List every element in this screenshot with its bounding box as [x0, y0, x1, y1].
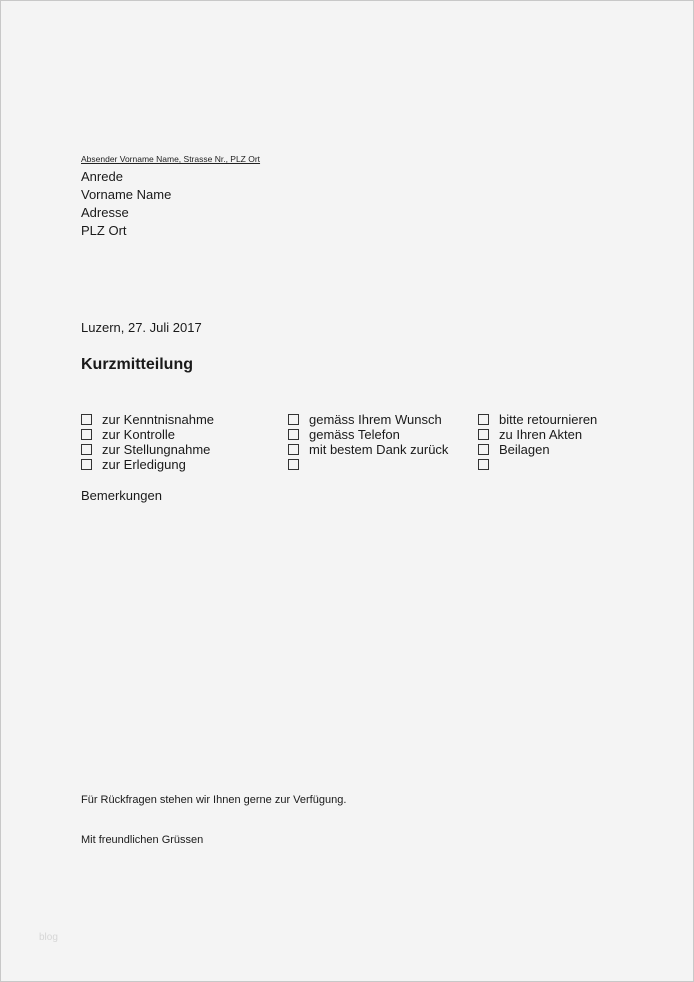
checkbox-box[interactable]: [81, 414, 92, 425]
checkbox-box[interactable]: [478, 444, 489, 455]
checkbox-ihrem-wunsch[interactable]: [288, 412, 442, 427]
checkbox-label: Beilagen: [499, 442, 550, 457]
checkbox-label: bitte retournieren: [499, 412, 598, 427]
recipient-salutation: Anrede: [81, 169, 123, 184]
watermark-text: blog: [39, 932, 58, 943]
greeting: Mit freundlichen Grüssen: [81, 834, 204, 846]
checkbox-label: zur Stellungnahme: [102, 442, 211, 457]
checkbox-box[interactable]: [288, 429, 299, 440]
document-title: Kurzmitteilung: [81, 356, 193, 373]
checkbox-label: mit bestem Dank zurück: [309, 442, 449, 457]
checkbox-box[interactable]: [288, 444, 299, 455]
checkbox-stellungnahme[interactable]: [81, 442, 210, 457]
checkbox-box[interactable]: [478, 429, 489, 440]
sender-line: Absender Vorname Name, Strasse Nr., PLZ Ort: [81, 154, 261, 164]
checkbox-label: zur Kontrolle: [102, 427, 175, 442]
checkbox-label: zur Kenntnisnahme: [102, 412, 215, 427]
checkbox-box[interactable]: [81, 459, 92, 470]
checkbox-label: gemäss Telefon: [309, 427, 400, 442]
checkbox-ihren-akten[interactable]: [478, 427, 582, 442]
remarks-label: Bemerkungen: [81, 488, 162, 503]
checkbox-box[interactable]: [288, 414, 299, 425]
checkbox-blank-2[interactable]: [288, 457, 309, 472]
checkbox-beilagen[interactable]: [478, 442, 550, 457]
recipient-name: Vorname Name: [81, 187, 172, 202]
checkbox-box[interactable]: [81, 429, 92, 440]
checkbox-blank-3[interactable]: [478, 457, 499, 472]
checkbox-telefon[interactable]: [288, 427, 400, 442]
checkbox-label: gemäss Ihrem Wunsch: [309, 412, 442, 427]
checkbox-box[interactable]: [478, 459, 489, 470]
checkbox-dank-zurueck[interactable]: [288, 442, 448, 457]
recipient-address: Adresse: [81, 205, 129, 220]
checkbox-label: zur Erledigung: [102, 457, 186, 472]
closing-note: Für Rückfragen stehen wir Ihnen gerne zur Verfügung.: [81, 794, 347, 806]
checkbox-label: zu Ihren Akten: [499, 427, 583, 442]
recipient-city: PLZ Ort: [81, 223, 127, 238]
checkbox-box[interactable]: [288, 459, 299, 470]
checkbox-box[interactable]: [81, 444, 92, 455]
checkbox-box[interactable]: [478, 414, 489, 425]
checkbox-retournieren[interactable]: [478, 412, 597, 427]
checkbox-kenntnisnahme[interactable]: [81, 412, 214, 427]
checkbox-kontrolle[interactable]: [81, 427, 175, 442]
date-line: Luzern, 27. Juli 2017: [81, 320, 202, 335]
checkbox-erledigung[interactable]: [81, 457, 186, 472]
